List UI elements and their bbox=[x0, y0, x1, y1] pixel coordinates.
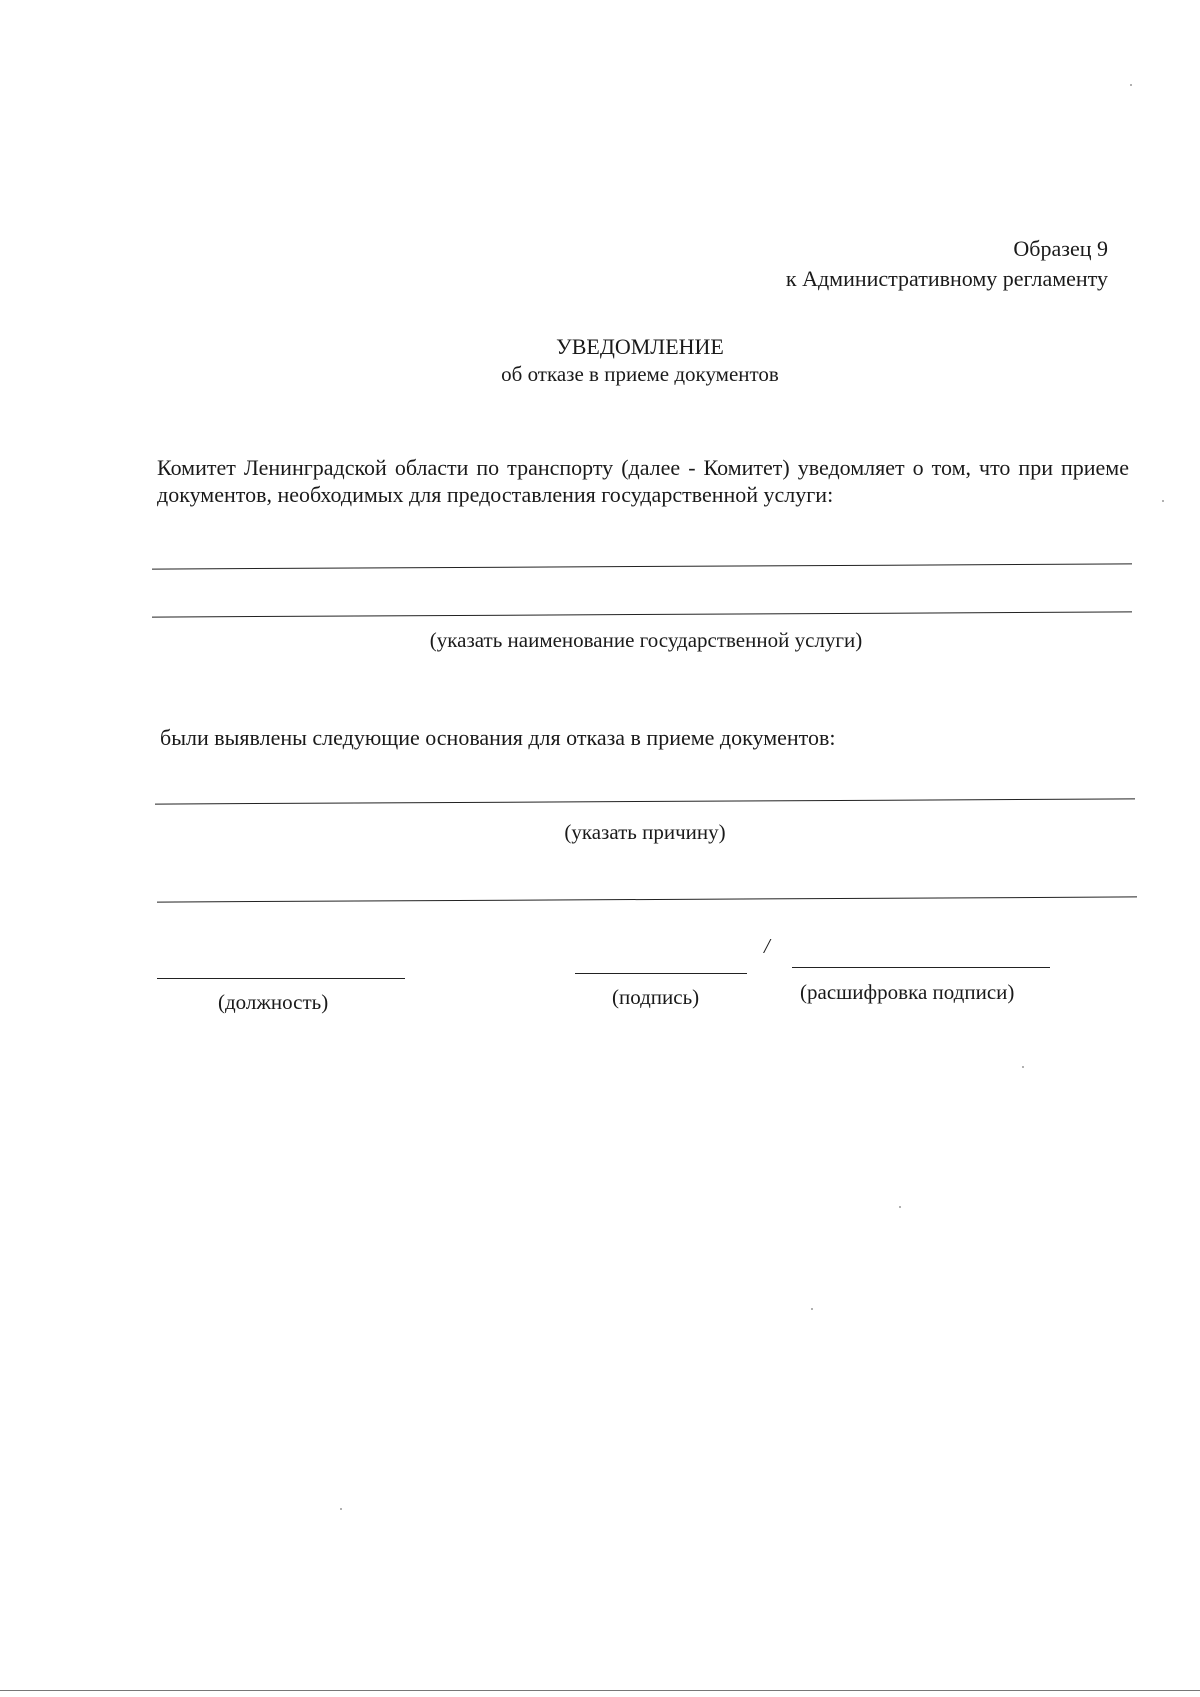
position-caption: (должность) bbox=[218, 990, 329, 1014]
reason-hint: (указать причину) bbox=[564, 820, 726, 844]
signature-line bbox=[575, 973, 747, 974]
service-name-line-1 bbox=[152, 563, 1132, 569]
scan-bottom-edge bbox=[0, 1690, 1200, 1691]
position-line bbox=[157, 978, 405, 979]
scan-speck bbox=[340, 1508, 342, 1510]
document-title: УВЕДОМЛЕНИЕ bbox=[556, 334, 724, 359]
document-subtitle: об отказе в приеме документов bbox=[501, 362, 779, 386]
service-name-hint: (указать наименование государственной услуги) bbox=[429, 628, 863, 652]
intro-paragraph: Комитет Ленинградской области по транспорту (далее - Комитет) уведомляет о том, что при приеме документов, необходимых для предоставления государственной услуги: bbox=[157, 455, 1129, 507]
regulation-reference: к Административному регламенту bbox=[785, 266, 1108, 291]
scan-speck bbox=[1022, 1066, 1024, 1068]
scan-speck bbox=[811, 1308, 813, 1310]
reason-line bbox=[155, 798, 1135, 804]
signature-separator: / bbox=[764, 934, 770, 958]
scan-speck bbox=[899, 1206, 901, 1208]
sample-label: Образец 9 bbox=[1013, 236, 1108, 261]
signature-caption: (подпись) bbox=[612, 985, 700, 1009]
service-name-line-2 bbox=[152, 611, 1132, 617]
decoding-caption: (расшифровка подписи) bbox=[800, 980, 1015, 1004]
scan-speck bbox=[1130, 84, 1132, 86]
scan-speck bbox=[1162, 500, 1164, 502]
decoding-line bbox=[792, 967, 1050, 968]
additional-line bbox=[157, 896, 1137, 902]
grounds-paragraph: были выявлены следующие основания для отказа в приеме документов: bbox=[160, 725, 836, 750]
